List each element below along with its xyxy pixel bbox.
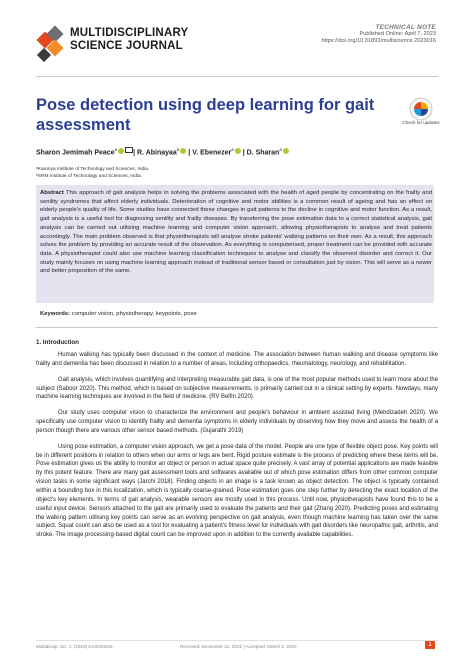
abstract-box: [36, 185, 434, 303]
footer-dates: Received: December 31, 2022 | Accepted: March 2, 2023: [180, 644, 297, 649]
author-name: D. Sharan: [246, 149, 280, 157]
author-affil-mark: a: [231, 147, 234, 152]
body-paragraph: Human walking has typically been discussed in the context of medicine. The association between human walking and disease symptoms like frailty and dementia has been discussed in relation to a number of areas, including orthopaedics, rheumatology, neurology, and rehabilitation.: [36, 352, 438, 367]
article-title: Pose detection using deep learning for gait assessment: [36, 96, 375, 134]
body-paragraph: Gait analysis, which involves quantifying and interpreting measurable gait data, is one of the most popular methods used to learn more about the subject (Saboor 2020). This method, which is based on subjective measurements, is primarily carried out in a clinical setting by experts. Nowdays, many machine learning techniques are involved in the field of medicine. (RV Belfin 2020).: [36, 376, 438, 401]
email-icon[interactable]: [125, 147, 133, 153]
author-affil-mark: a: [176, 147, 180, 152]
check-for-updates-icon[interactable]: [405, 96, 437, 132]
affiliation-line: ᵃKarunya Institute of Technology and Sciences, India.: [36, 167, 150, 172]
affiliation-line: ᵇSRM Institute of Technology and Sciences, India.: [36, 174, 142, 179]
body-paragraph: Using pose estimation, a computer vision approach, we get a pose data of the model. People are one type of flexible object pose. Key points will be in different positions in relation to others when our arms or legs are bent. Rigid posture estimate is the process of predicting where these items will be. Pose estimation gives us the ability to monitor an object or person in actual space quite precisely. A vast array of potential applications are made feasible by this potent feature. There are many gait assessment tools and softwares available out of which pose estimation differs from other common computer vision tasks in some significant ways (Jarchi 2018). Finding objects in an image is a task known as object detection. The object is typically contained within a bounding box in this localization, which is typically coarse-grained. Pose estimation goes one step further by detecting the exact location of the object's key elements. In terms of gait analysis, wearable sensors are mostly used in this process. Until now, physiotherapists have found this to be a useful input device. Sensors attached to the gait are primarily used to evaluate the patients and their gait (Zhang 2020). Predicting poses and estimating the walking pattern utilising key points can serve as an evolving perspective on gait analysis, even though machine learning has taken over the same subject. Squat count can also be used as a tool for evaluating a patient's fitness level for individuals with gait disorders like neuropathic gait, arthritis, and stroke. The image processing-based digital count can be improved upon in addition to the currently available capabilities.: [36, 443, 438, 539]
author-name: V. Ebenezer: [192, 149, 232, 157]
journal-name-line1: MULTIDISCIPLINARY: [70, 27, 189, 39]
journal-name-line2: SCIENCE JOURNAL: [70, 40, 183, 52]
check-for-updates-label[interactable]: Check for updates: [402, 120, 440, 125]
orcid-icon[interactable]: [235, 148, 241, 154]
orcid-icon[interactable]: [283, 148, 289, 154]
doi-link[interactable]: https://doi.org/10.31893/multiscience.2023016: [321, 38, 436, 44]
published-date: Published Online: April 7, 2023: [359, 31, 436, 37]
orcid-icon[interactable]: [180, 148, 186, 154]
body-paragraph: Our study uses computer vision to characterize the environment and people's behaviour in ambient assisted living (Mehdizadeh 2020). We specifically use computer vision to identify frailty and dementia symptoms in elderly individuals by observing how they move and assess the health of a person though there are various other sensor based methods. (Gujarathi 2019): [36, 410, 438, 434]
section-divider: [36, 327, 438, 328]
author-affil-mark: a: [279, 147, 282, 152]
footer-citation: Multidiscip. Sci. J. (2023) 5:e2023016: [36, 644, 113, 649]
section-heading: 1. Introduction: [36, 339, 79, 346]
abstract-paragraph: [40, 189, 432, 276]
keywords-label: Keywords:: [40, 311, 71, 317]
article-body: [36, 351, 438, 547]
author-name: R. Abinayaa: [137, 149, 177, 157]
article-meta: [322, 24, 436, 45]
keywords: [40, 311, 197, 317]
page-number-badge: 1: [425, 641, 435, 649]
note-type: TECHNICAL NOTE: [375, 24, 436, 31]
author-list: Sharon Jemimah Peace$^a$ | R. Abinayaa$^a$ | V. Ebenezer$^a$ | D. Sharan$^a$: [36, 147, 289, 156]
header-divider: [36, 76, 438, 77]
keywords-text: computer vision, physiotherapy, keypoints, pose: [71, 311, 197, 317]
author-name: Sharon Jemimah Peace: [36, 149, 115, 157]
author-affil-mark: a: [114, 147, 118, 152]
journal-logo-icon: [36, 24, 66, 64]
journal-name: [70, 27, 188, 53]
abstract-text: This approach of gait analysis helps in solving the problems associated with the health of aged people by concentrating on the frailty and senility syndromes that affect elderly individuals. Deterioration of cognitive and motor abilities is a common result of ageing and has an effect on elderly people's quality of life. Some studies have connected these changes in gait patterns to the decline in cognitive and motor function. As a result, gait analysis is a useful tool for diagnosing senility and frailty diseases. By transferring the pose estimation data to a correct statistical analysis, gait analysis can be carried out utilizing machine learning and computer vision approach, allowing physiotherapists to analyse and treat patients accordingly. The main problem observed is that physiotherapists will analyse stroke patients' walking patterns on their own. As a result, this approach solves the problem by providing an accurate result of the observation. As everything is computerised, proper treatment can be provided with accurate data. A physiotherapist could also use machine learning classification techniques to analyse and classify the observed disorder and correct it. Our study mainly focuses on using machine learning approach instead of traditional sensor based or consultation just by vision. This will serve as a newer and better proposition of the same.: [40, 190, 433, 275]
orcid-icon[interactable]: [118, 148, 124, 154]
footer-divider: [36, 640, 438, 641]
affiliations: [36, 166, 149, 180]
abstract-label: Abstract: [40, 190, 64, 196]
